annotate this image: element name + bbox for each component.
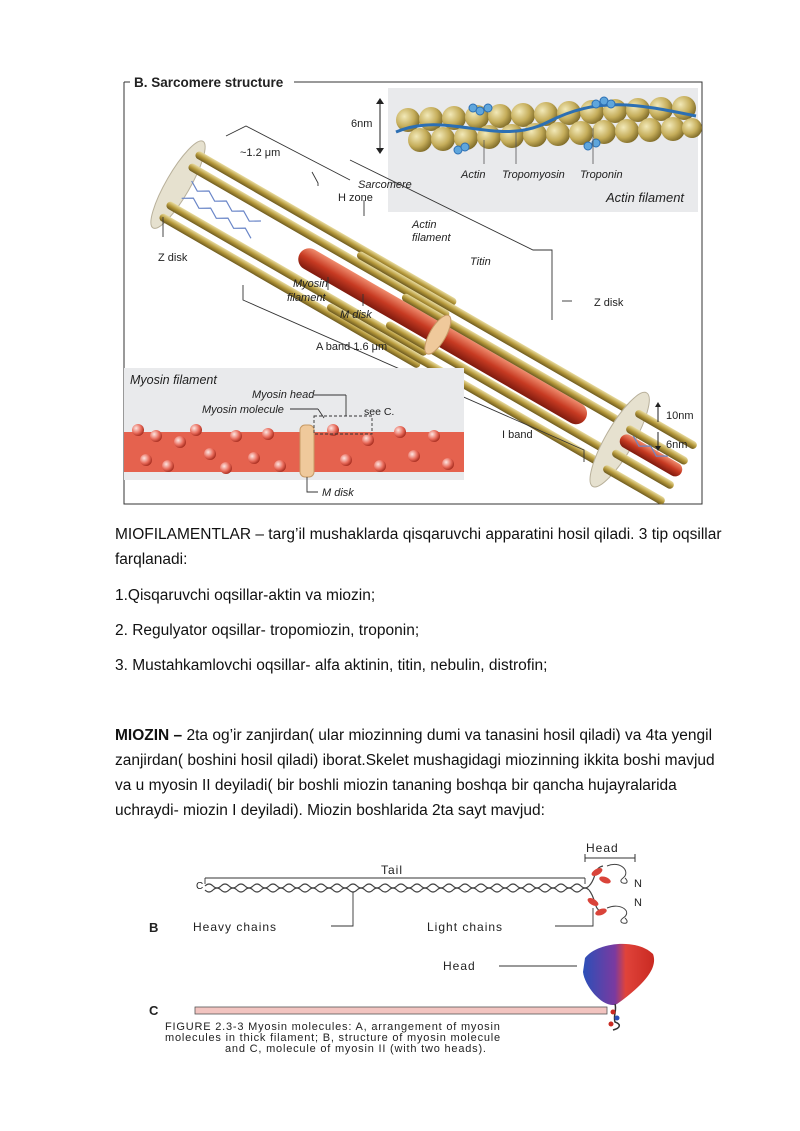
label-z-disk-right: Z disk [594, 297, 624, 309]
myosin-molecule-illustration [145, 838, 690, 1060]
label-tail: Tail [381, 863, 404, 877]
actin-filament-inset-title: Actin filament [606, 190, 685, 205]
list-item-3: 3. Mustahkamlovchi oqsillar- alfa aktinin, titin, nebulin, distrofin; [115, 657, 548, 674]
label-m-disk-inset: M disk [322, 487, 354, 499]
label-light-chains: Light chains [427, 920, 504, 934]
coiled-tail [205, 884, 589, 888]
label-i-band: I band [502, 429, 533, 441]
label-head-c: Head [443, 959, 476, 973]
label-myosin-head: Myosin head [252, 389, 315, 401]
label-z-disk-left: Z disk [158, 252, 188, 264]
label-see-c: see C. [364, 406, 395, 418]
myosin-ii-head [583, 944, 654, 1005]
label-c: C [149, 1003, 159, 1018]
label-troponin: Troponin [580, 169, 623, 181]
miozin-term: MIOZIN – [115, 727, 183, 744]
label-n-2: N [634, 897, 642, 909]
miozin-description: 2ta og’ir zanjirdan( ular miozinning dumi va tanasini hosil qiladi) va 4ta yengil zanjirdan( boshini hosil qiladi) iborat.Skelet mushagidagi miozinning ikkita boshi mavjud va u myosin II deyiladi( bir boshli miozin tananing boshqa bir qancha hujayralarida uchraydi- miozin I deyiladi). Miozin boshlarida 2ta sayt mavjud: [115, 727, 715, 819]
list-item-1: 1.Qisqaruvchi oqsillar-aktin va miozin; [115, 587, 376, 604]
label-c-terminal: C [196, 881, 204, 892]
label-myosin-filament-line2: filament [287, 292, 326, 304]
label-myosin-molecule: Myosin molecule [202, 404, 284, 416]
label-a-band: A band 1.6 μm [316, 341, 388, 353]
label-length: ~1.2 μm [240, 147, 281, 159]
sarcomere-figure [118, 70, 706, 508]
label-myosin-filament-line1: Myosin [293, 278, 328, 290]
sarcomere-illustration [118, 70, 706, 508]
caption-line-3: and C, molecule of myosin II (with two heads). [225, 1043, 487, 1055]
label-10nm: 10nm [666, 410, 694, 422]
label-actin: Actin [461, 169, 486, 181]
label-n-1: N [634, 878, 642, 890]
section-title: B. Sarcomere structure [134, 75, 284, 90]
myosin-molecule-figure [145, 838, 690, 1060]
label-sarcomere: Sarcomere [358, 179, 412, 191]
caption-line-2: molecules in thick filament; B, structure of myosin molecule [165, 1032, 501, 1044]
label-actin-filament-line2: filament [412, 232, 451, 244]
paragraph-miofilamentlar: MIOFILAMENTLAR – targ’il mushaklarda qisqaruvchi apparatini hosil qiladi. 3 tip oqsillar farqlanadi: [115, 526, 722, 568]
label-actin-filament-line1: Actin [412, 219, 437, 231]
list-item-2: 2. Regulyator oqsillar- tropomiozin, troponin; [115, 622, 420, 639]
myosin-heads-schematic [586, 864, 627, 923]
label-m-disk-mid: M disk [340, 309, 372, 321]
paragraph-miozin [115, 723, 735, 823]
label-titin: Titin [470, 256, 491, 268]
label-h-zone: H zone [338, 192, 373, 204]
label-heavy-chains: Heavy chains [193, 920, 278, 934]
myosin-ii-tail [195, 1007, 607, 1014]
label-head-top: Head [586, 841, 619, 855]
label-tropomyosin: Tropomyosin [502, 169, 565, 181]
label-6nm-top: 6nm [351, 118, 373, 130]
label-b: B [149, 920, 159, 935]
label-6nm-bottom: 6nm [666, 439, 688, 451]
caption-line-1: FIGURE 2.3-3 Myosin molecules: A, arrangement of myosin [165, 1021, 501, 1033]
myosin-inset-title: Myosin filament [130, 373, 217, 387]
